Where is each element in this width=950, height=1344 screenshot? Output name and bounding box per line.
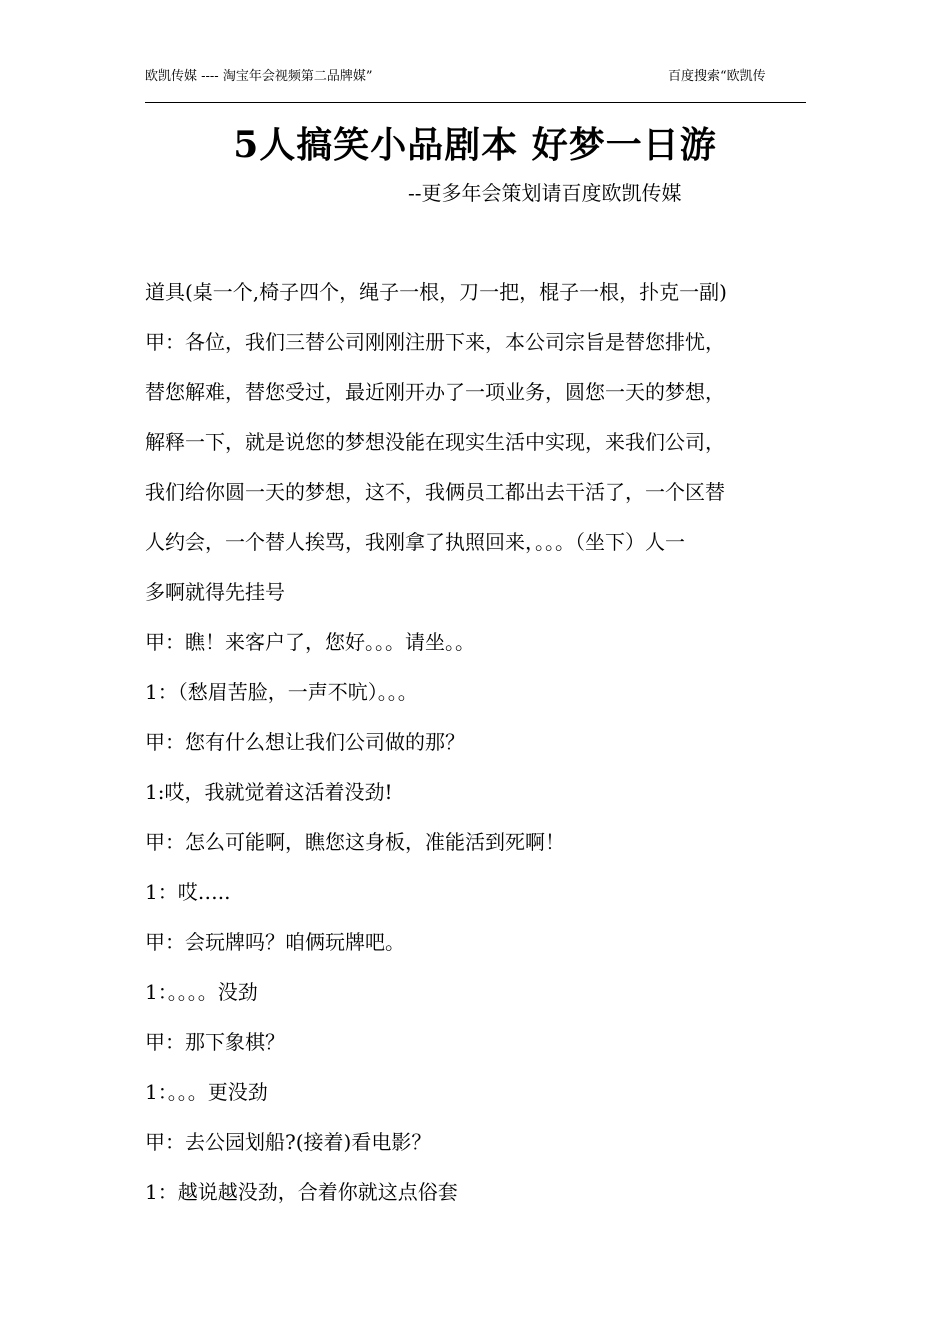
script-line: 解释一下，就是说您的梦想没能在现实生活中实现，来我们公司，: [145, 430, 725, 454]
script-line-props: 道具(桌一个,椅子四个，绳子一根，刀一把，棍子一根，扑克一副): [145, 280, 727, 304]
document-subtitle: --更多年会策划请百度欧凯传媒: [408, 181, 682, 205]
script-line: 1：（愁眉苦脸，一声不吭）。。。: [145, 680, 418, 704]
script-line: 1：。。。更没劲: [145, 1080, 268, 1104]
document-title: 5人搞笑小品剧本 好梦一日游: [233, 124, 717, 166]
script-line: 多啊就得先挂号: [145, 580, 285, 604]
script-line: 甲：怎么可能啊，瞧您这身板，准能活到死啊！: [145, 830, 565, 854]
script-line: 1：越说越没劲，合着你就这点俗套: [145, 1180, 458, 1204]
script-line: 甲：那下象棋？: [145, 1030, 285, 1054]
script-line: 甲：各位，我们三替公司刚刚注册下来，本公司宗旨是替您排忧，: [145, 330, 725, 354]
script-line: 1：。。。。没劲: [145, 980, 258, 1004]
script-line: 甲：去公园划船?(接着)看电影？: [145, 1130, 432, 1154]
header-left-text: 欧凯传媒 ---- 淘宝年会视频第二品牌媒”: [145, 69, 373, 84]
script-line: 人约会，一个替人挨骂，我刚拿了执照回来，。。。（坐下）人一: [145, 530, 685, 554]
script-line: 甲：会玩牌吗？咱俩玩牌吧。: [145, 930, 405, 954]
script-line: 甲：您有什么想让我们公司做的那？: [145, 730, 465, 754]
script-line: 我们给你圆一天的梦想，这不，我俩员工都出去干活了，一个区替: [145, 480, 725, 504]
header-divider: [145, 102, 806, 103]
script-line: 1:哎，我就觉着这活着没劲!: [145, 780, 393, 804]
script-line: 甲：瞧！来客户了，您好。。。请坐。。: [145, 630, 475, 654]
script-line: 替您解难，替您受过，最近刚开办了一项业务，圆您一天的梦想，: [145, 380, 725, 404]
header-right-text: 百度搜索“欧凯传: [668, 69, 766, 84]
script-body: [145, 275, 810, 1225]
script-line: 1：哎…..: [145, 880, 231, 904]
